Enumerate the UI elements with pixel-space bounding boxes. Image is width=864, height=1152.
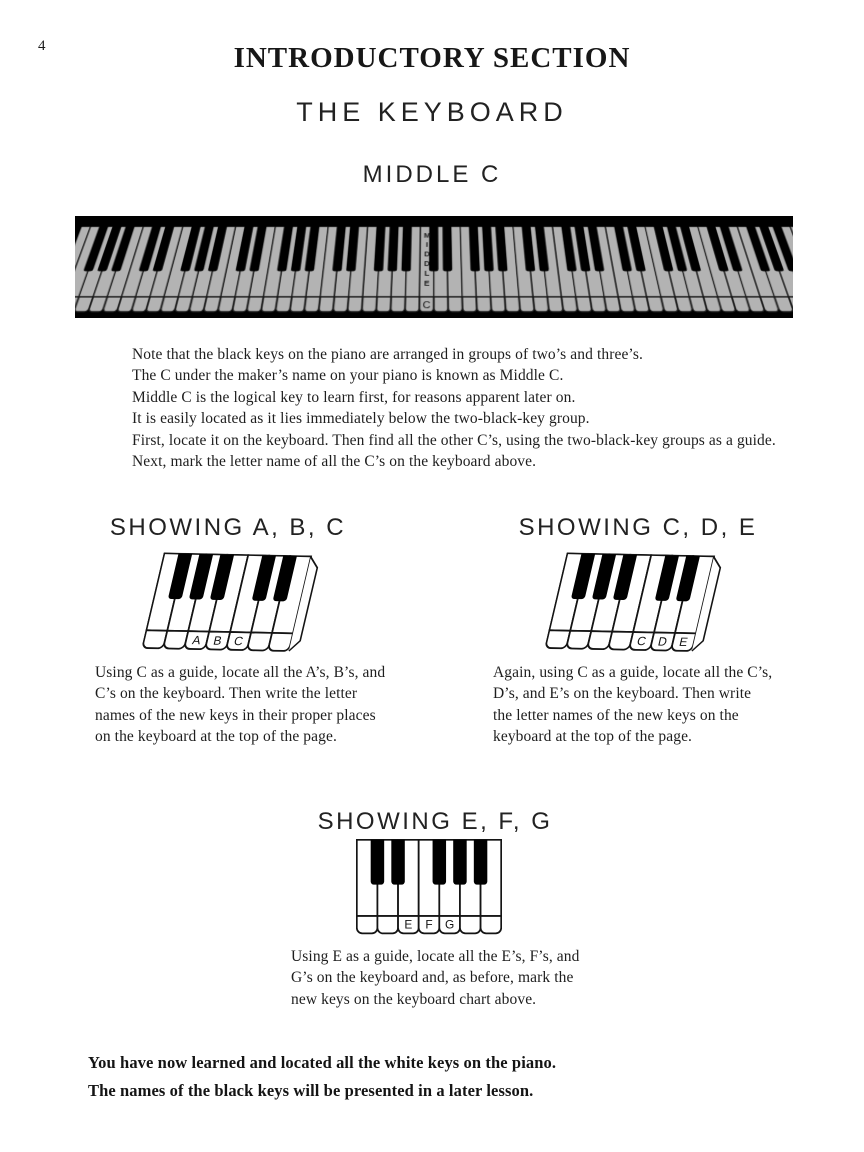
text-line: Using C as a guide, locate all the A’s, B’s, and	[95, 664, 386, 681]
keyboard-diagram-efg	[356, 839, 502, 935]
intro-line: First, locate it on the keyboard. Then find all the other C’s, using the two-black-key groups as a guide.	[132, 431, 776, 449]
svg-text:C: C	[635, 634, 648, 649]
text-line: on the keyboard at the top of the page.	[95, 728, 337, 746]
intro-line: Middle C is the logical key to learn first, for reasons apparent later on.	[132, 388, 576, 406]
intro-line: It is easily located as it lies immediately below the two-black-key group.	[132, 410, 590, 428]
svg-text:B: B	[211, 633, 224, 648]
svg-text:C: C	[232, 634, 245, 649]
text-line: C’s on the keyboard. Then write the letter	[95, 685, 358, 703]
text-line: G’s on the keyboard and, as before, mark the	[291, 969, 574, 987]
paragraph-cde	[493, 662, 772, 748]
intro-line: Next, mark the letter name of all the C’s on the keyboard above.	[132, 453, 537, 471]
svg-text:L: L	[424, 269, 430, 278]
svg-text:E: E	[404, 917, 413, 932]
page-number: 4	[38, 38, 46, 54]
svg-text:D: D	[423, 260, 430, 268]
svg-text:D: D	[656, 634, 669, 649]
paragraph-abc	[95, 662, 385, 748]
paragraph-efg	[291, 946, 579, 1010]
svg-text:D: D	[424, 250, 430, 259]
text-line: the letter names of the new keys on the	[493, 706, 739, 724]
intro-line: The C under the maker’s name on your piano is known as Middle C.	[132, 367, 564, 385]
intro-line: Note that the black keys on the piano are arranged in groups of two’s and three’s.	[132, 346, 643, 363]
text-line: keyboard at the top of the page.	[493, 728, 693, 746]
text-line: names of the new keys in their proper places	[95, 706, 376, 724]
full-piano-keyboard-diagram	[75, 213, 793, 318]
svg-text:E: E	[423, 279, 430, 288]
page-title: THE KEYBOARD	[296, 97, 568, 127]
svg-text:A: A	[190, 633, 203, 648]
svg-text:I: I	[425, 241, 429, 249]
footer-line: You have now learned and located all the white keys on the piano.	[88, 1053, 557, 1072]
intro-paragraph	[132, 344, 776, 472]
heading-showing-efg: SHOWING E, F, G	[317, 808, 553, 835]
svg-text:M: M	[423, 232, 431, 240]
text-line: new keys on the keyboard chart above.	[291, 990, 537, 1008]
text-line: D’s, and E’s on the keyboard. Then write	[493, 685, 752, 703]
section-heading: INTRODUCTORY SECTION	[233, 42, 631, 74]
text-line: Again, using C as a guide, locate all the C’s,	[493, 664, 773, 681]
heading-showing-abc: SHOWING A, B, C	[109, 514, 347, 541]
keyboard-diagram-cde	[544, 552, 725, 652]
footer-note	[88, 1049, 556, 1105]
svg-text:F: F	[425, 917, 433, 932]
svg-text:E: E	[677, 635, 690, 650]
heading-showing-cde: SHOWING C, D, E	[518, 514, 758, 541]
keyboard-diagram-abc	[141, 552, 322, 652]
subtitle-middle-c: MIDDLE C	[362, 161, 502, 188]
footer-line: The names of the black keys will be presented in a later lesson.	[88, 1081, 534, 1100]
svg-text:C: C	[422, 301, 431, 312]
svg-text:G: G	[445, 917, 455, 932]
text-line: Using E as a guide, locate all the E’s, F’s, and	[291, 948, 580, 965]
